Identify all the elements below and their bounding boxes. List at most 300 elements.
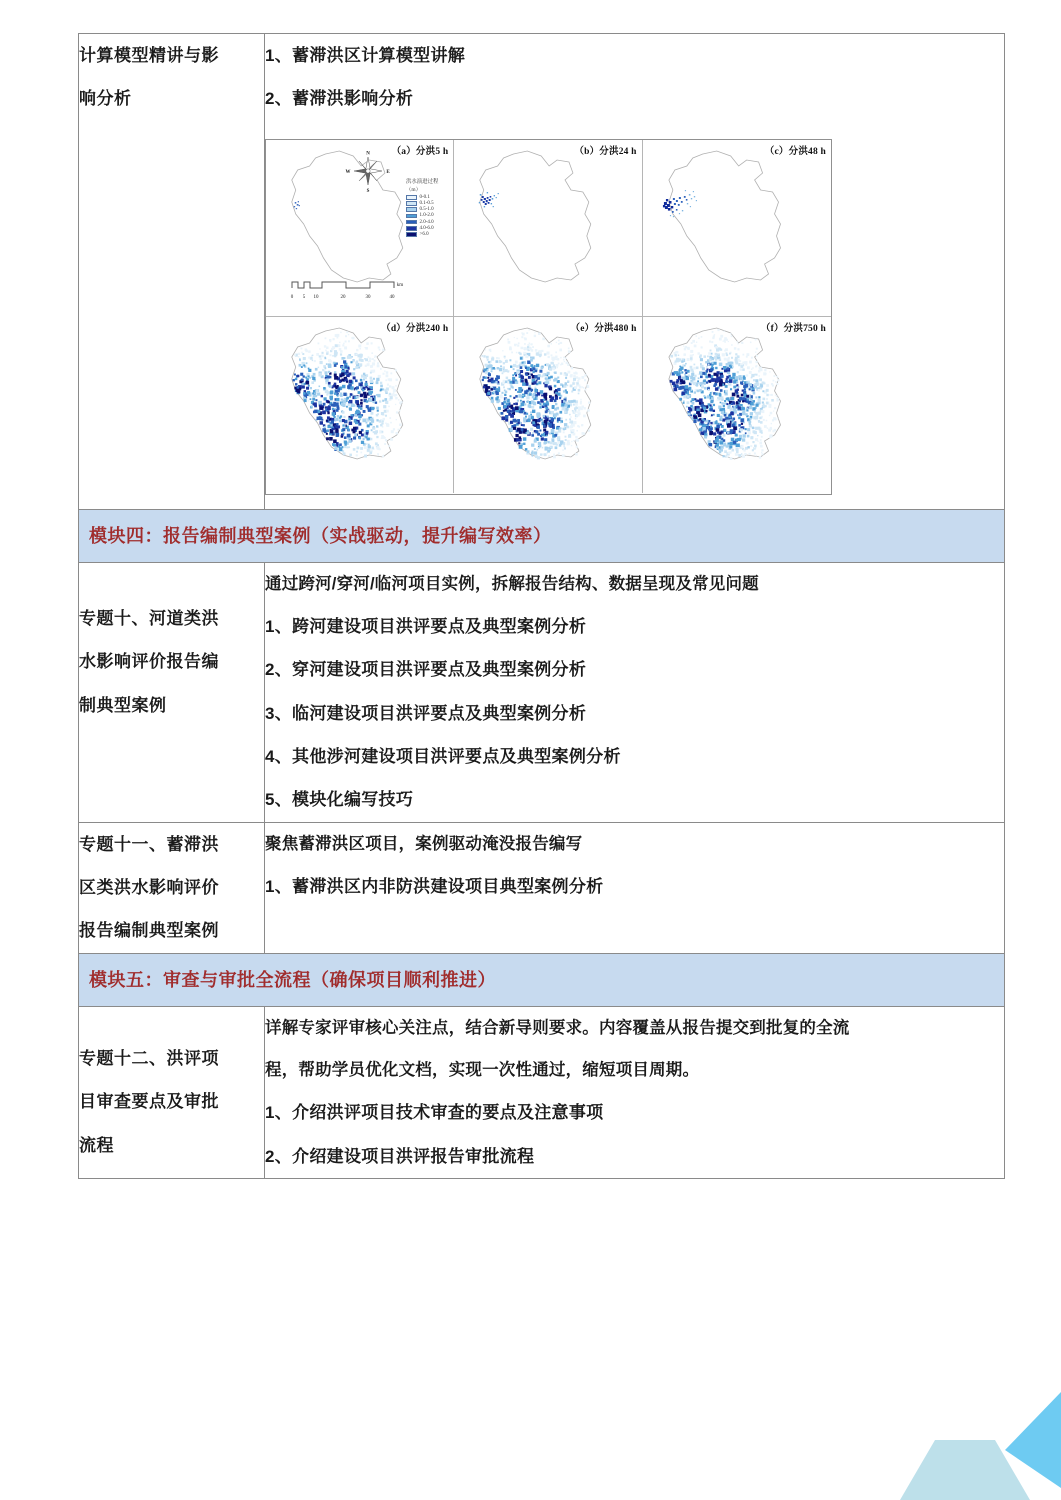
flood-cell [363,372,365,374]
panel-label-a: （a）分洪5 h [391,146,449,157]
flood-cell [564,447,566,449]
flood-cell [673,371,676,374]
flood-cell [348,334,349,335]
flood-cell [491,370,493,372]
flood-cell [541,366,544,369]
flood-cell [339,447,342,450]
flood-cell [525,390,529,394]
flood-cell [706,419,709,422]
flood-cell [577,411,578,412]
flood-cell [547,351,550,354]
flood-cell [345,340,347,342]
legend-item [406,213,438,218]
flood-cell [348,367,350,369]
flood-cell [502,372,504,374]
flood-cell [578,392,580,394]
flood-cell [585,388,587,390]
flood-cell [326,429,329,432]
flood-cell [699,418,701,420]
flood-cell [677,354,678,356]
flood-cell [358,414,362,418]
flood-cell [499,368,502,371]
flood-cell [310,398,312,400]
flood-cell [398,399,399,401]
flood-cell [385,422,386,424]
flood-cell [711,414,713,416]
flood-cell [522,382,525,386]
flood-cell [685,377,688,380]
flood-cell [693,419,696,422]
flood-cell [313,390,315,392]
flood-cell [737,414,739,416]
flood-cell [732,366,734,368]
flood-cell [360,393,363,396]
flood-cell [722,418,725,421]
flood-cell [720,374,723,377]
flood-cell [395,397,397,400]
flood-cell [505,380,508,383]
flood-cell [556,392,558,394]
flood-cell [521,442,523,444]
flood-cell [583,387,585,389]
flood-cell [747,380,749,382]
flood-cell [318,342,320,344]
flood-cell [574,375,577,378]
flood-cell [333,403,336,406]
flood-cell [720,425,723,428]
flood-cell [487,358,489,360]
flood-cell [505,390,507,393]
flood-cell [377,413,379,415]
flood-cell [568,347,570,349]
flood-cell [510,395,512,397]
flood-cell [529,415,532,418]
flood-cell [757,440,758,441]
flood-cell [363,437,365,439]
flood-cell [540,453,542,455]
flood-cell [548,450,551,453]
flood-cell [548,376,551,379]
flood-cell [777,418,778,419]
flood-cell [682,364,684,366]
flood-cell [513,374,515,376]
flood-cell [502,416,506,420]
flood-cell [758,370,760,372]
flood-cell [339,380,341,382]
map-outline-d [266,317,453,493]
flood-cell [565,435,567,437]
flood-cell [710,408,713,411]
flood-cells-f [669,329,779,460]
flood-cell [293,379,295,381]
flood-cell [527,394,529,396]
flood-cell [376,377,379,380]
flood-cell [537,401,540,404]
flood-cell [558,441,561,444]
flood-cell [576,406,578,408]
flood-cell [525,448,527,451]
topic-label-line: 专题十、河道类洪 [79,608,219,628]
flood-cell [342,411,345,414]
flood-cell [548,386,550,388]
flood-cell [757,389,759,391]
flood-cell [757,411,760,414]
flood-cell [496,357,498,359]
flood-cell [709,358,712,361]
flood-cell [735,356,738,359]
flood-cell [577,382,579,384]
flood-cell [725,380,728,383]
flood-cell [500,395,503,398]
flood-cell [356,349,358,351]
flood-cell [731,392,735,396]
flood-cells-a [294,201,300,209]
flood-cell [696,389,699,392]
flood-cell [687,346,690,349]
flood-cell [544,420,548,424]
flood-cell [320,357,322,359]
flood-cell [706,426,709,429]
flood-cell [551,418,554,421]
list-item: 3、临河建设项目洪评要点及典型案例分析 [265,703,587,723]
flood-cell [555,396,558,399]
flood-cell [388,405,390,407]
flood-cell [370,390,373,393]
flood-cell [555,403,557,405]
flood-cell [749,412,752,415]
flood-cell [587,384,588,385]
flood-cell [317,392,320,395]
flood-cell [572,423,575,426]
flood-cell [752,441,754,443]
flood-cell [381,422,383,424]
flood-cell [735,405,737,407]
flood-cell [698,428,701,431]
flood-cell [517,344,519,346]
flood-cell [534,451,537,454]
flood-cell [571,440,572,441]
flood-cell [560,440,563,443]
flood-cell [482,379,484,381]
scale-tick: 30 [365,294,371,300]
flood-cell [327,406,331,410]
module-five-row [79,953,1005,1006]
flood-cell [382,348,384,351]
flood-cell [709,432,712,435]
flood-cell [705,410,707,412]
flood-cell [382,372,384,374]
flood-cell [307,391,310,394]
flood-cell [740,428,743,431]
flood-cell [373,427,376,430]
flood-cell [383,405,386,408]
flood-cell [573,378,576,381]
flood-cell [507,388,509,390]
flood-cell [529,390,532,393]
flood-cell [366,432,369,435]
flood-cell [577,430,579,432]
flood-cell [729,352,731,354]
flood-cell [732,419,734,421]
flood-cell [327,425,330,428]
flood-cell [336,433,340,437]
flood-cell [540,390,543,394]
flood-cell [732,372,735,375]
flood-cell [527,431,530,434]
flood-cell [535,349,537,352]
flood-cell [711,365,713,367]
flood-cell [378,454,379,456]
legend-label: 0.5-1.0 [419,207,434,213]
flood-cell [707,361,709,363]
flood-cell [349,355,352,358]
flood-cell [512,351,514,353]
flood-cell [740,418,743,421]
flood-cell [306,381,310,385]
flood-cell [755,351,756,352]
map-outline-c [643,140,831,316]
flood-cell [715,428,719,432]
flood-cell [305,376,307,378]
flood-cell [565,383,567,385]
flood-cell [715,387,718,391]
flood-cell [560,342,562,344]
flood-cell [554,384,556,387]
table-row [79,562,1005,822]
flood-cell [729,407,732,410]
flood-cell [735,447,738,450]
flood-cell [695,400,697,402]
flood-cell [324,426,326,428]
flood-cell [505,418,508,421]
flood-cell [543,337,546,340]
flood-cell [748,405,752,409]
flood-cell [712,403,714,405]
flood-cell [337,387,340,390]
panel-label-d: （d）分洪240 h [381,323,449,334]
flood-cell [334,392,336,394]
flood-cell [689,365,692,368]
flood-cell [349,421,352,425]
flood-cell [704,387,707,390]
flood-cell [720,334,723,337]
flood-cell [717,422,719,424]
flood-cell [741,422,743,424]
flood-cell [750,376,752,378]
flood-cell [563,407,566,410]
flood-cell [702,419,704,421]
flood-cell [740,446,742,448]
flood-cell [328,382,331,385]
flood-cell [321,354,324,357]
flood-cell [518,421,520,424]
flood-cell [372,369,375,372]
flood-cell [398,428,400,430]
flood-cell [771,394,773,396]
flood-cell [498,407,501,410]
flood-cell [716,376,720,380]
flood-cell [733,410,736,414]
flood-cell [532,395,534,398]
flood-cell [752,367,753,368]
flood-cell [739,413,742,416]
flood-cell [567,440,570,443]
flood-cell [378,346,380,348]
flood-cell [551,343,552,344]
flood-cell [711,397,714,400]
flood-cell [685,363,686,365]
flood-cell [761,401,763,403]
flood-cell [377,394,380,397]
flood-cell [379,400,381,402]
flood-cell [570,413,571,415]
flood-cell [521,346,523,349]
flood-cell [544,428,547,431]
flood-cell [777,379,779,381]
topic-10-label-cell [79,562,265,822]
panel-label-e: （e）分洪480 h [570,323,637,334]
flood-cell [680,366,683,369]
flood-cell [737,343,738,344]
flood-cell [570,416,571,418]
flood-cell [565,404,568,407]
flood-cell [530,411,532,413]
flood-cell [707,389,709,391]
flood-cell [531,373,533,375]
flood-cell [736,443,739,447]
flood-cell [527,450,529,453]
flood-cell [707,422,709,424]
flood-cell [386,424,389,427]
flood-cell [344,346,347,349]
flood-cell [367,437,370,440]
flood-cell [570,421,572,423]
flood-cell [332,407,334,409]
map-outline-e [454,317,641,493]
flood-cell [396,378,398,380]
flood-cell [741,341,743,343]
flood-cell [724,402,726,404]
flood-cell [519,351,521,353]
flood-cell [540,429,542,431]
flood-cell [506,402,509,405]
flood-cell [736,381,738,383]
flood-cell [544,392,547,395]
compass-rose-icon [344,148,392,194]
topic-label-line: 水影响评价报告编 [79,652,219,672]
flood-cell [515,379,517,381]
flood-cell [558,429,561,432]
flood-cell [342,378,345,381]
topic-label-line: 区类洪水影响评价 [79,878,219,898]
flood-cell [329,339,331,341]
flood-cell [538,447,540,449]
flood-cell [578,379,580,381]
flood-cell [348,429,350,431]
flood-cell [356,386,359,389]
flood-cell [681,360,683,362]
flood-cell [329,360,332,363]
flood-cell [711,331,713,333]
flood-cell [736,341,737,342]
flood-cell [353,376,356,379]
flood-cell [712,409,714,411]
flood-cell [569,434,571,436]
flood-cell [506,398,508,400]
flood-cell [766,427,767,429]
flood-cell [343,452,346,455]
flood-cell [355,400,359,404]
flood-cell [523,424,525,426]
flood-cell [690,405,693,408]
flood-cell [319,348,320,349]
flood-cell [684,369,686,371]
flood-cell [756,354,758,356]
flood-cell [378,356,379,357]
flood-cell [703,395,705,397]
flood-cell [766,384,769,387]
flood-cell [760,421,763,424]
flood-cell [355,379,358,382]
flood-cell [561,427,563,429]
flood-cell [337,415,339,418]
flood-cell [730,437,733,441]
flood-cell [342,403,345,406]
flood-cell [773,429,775,431]
flood-cell [697,377,699,379]
flood-cell [557,358,559,360]
flood-cell [565,439,567,441]
flood-cell [719,401,721,403]
flood-cell [386,371,388,374]
flood-cell [557,417,560,421]
flood-cell [568,380,570,382]
flood-cell [360,451,362,453]
flood-cell [754,338,756,340]
flood-cell [368,418,370,420]
flood-cell [306,362,308,364]
flood-cell [333,439,337,443]
flood-cell [371,342,373,344]
flood-cell [303,392,305,395]
flood-cell [736,394,739,397]
flood-cell [333,416,335,418]
flood-cell [563,431,565,433]
flood-cell [399,423,401,426]
flood-cell [371,429,373,431]
flood-cell [759,456,760,458]
flood-cell [532,455,534,457]
list-item: 1、蓄滞洪区计算模型讲解 [265,46,466,65]
flood-cell [503,362,505,364]
flood-cell [368,408,371,412]
flood-cell [698,337,700,339]
flood-cell [752,375,753,377]
flood-cell [776,397,779,400]
flood-cell [536,363,539,366]
flood-cell [335,418,338,421]
legend-title: 洪水演进过程 [406,178,439,185]
module-four-title: 模块四：报告编制典型案例（实战驱动，提升编写效率） [89,525,552,546]
flood-cell [318,400,322,404]
legend-swatch-icon [406,201,417,206]
legend-label: 1.0-2.0 [419,213,434,219]
scale-tick: 10 [313,294,319,300]
flood-cell [342,344,344,346]
flood-cell [729,379,732,383]
flood-cell [348,401,350,403]
flood-cell [703,406,706,409]
